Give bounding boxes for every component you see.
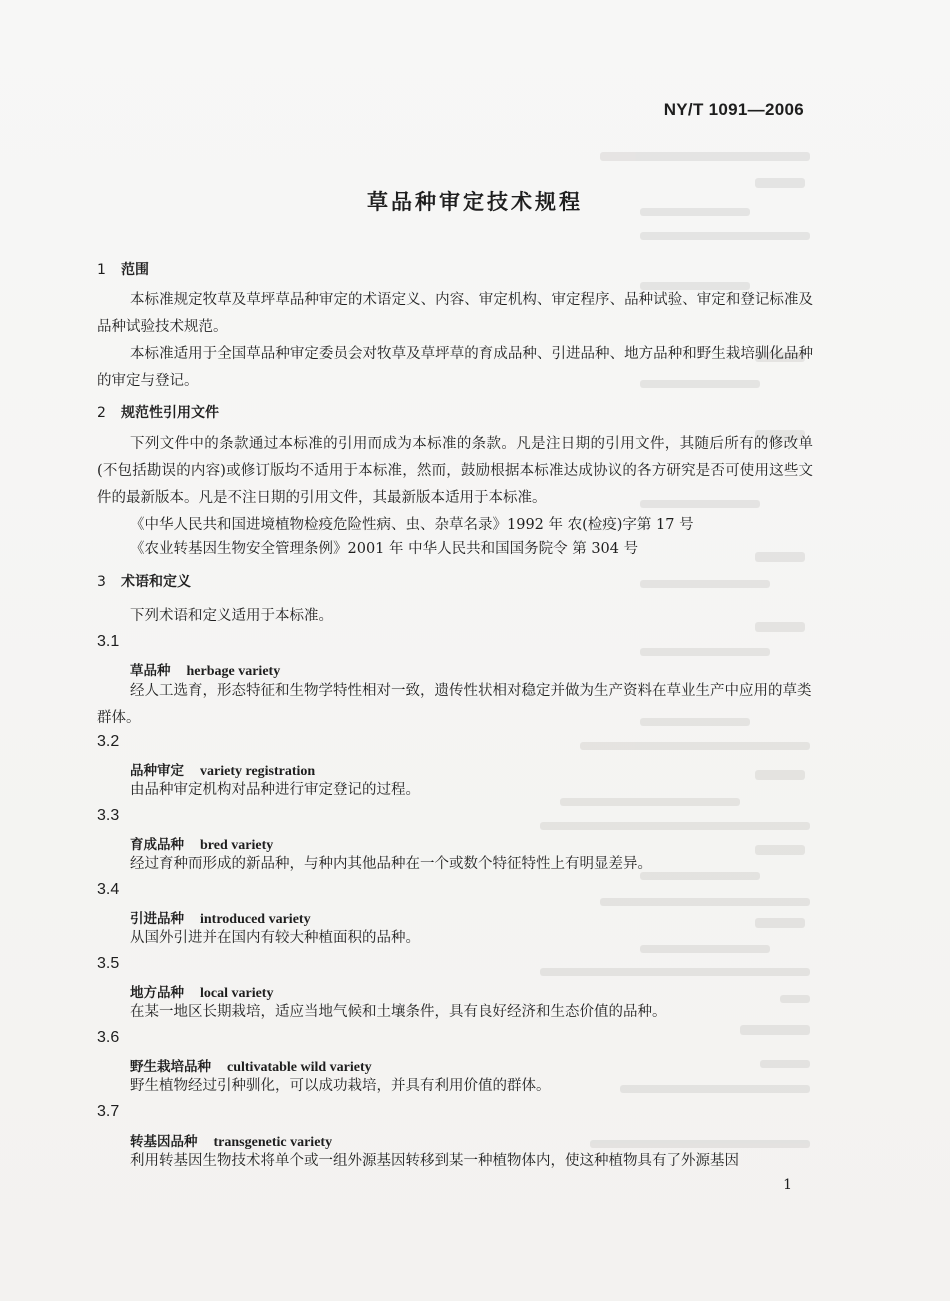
term-number: 3.6 xyxy=(97,1029,120,1046)
term-number: 3.3 xyxy=(97,807,120,824)
term-number: 3.4 xyxy=(97,881,120,898)
section-2-heading xyxy=(97,402,219,422)
reference-1: 《中华人民共和国进境植物检疫危险性病、虫、杂草名录》1992 年 农(检疫)字第 17 号 xyxy=(130,517,694,533)
section-title: 术语和定义 xyxy=(121,574,191,590)
term-zh: 转基因品种 xyxy=(130,1134,198,1150)
term-number: 3.5 xyxy=(97,955,120,972)
section-1-paragraph-1: 本标准规定牧草及草坪草品种审定的术语定义、内容、审定机构、审定程序、品种试验、审定和登记标准及品种试验技术规范。 xyxy=(97,292,813,335)
term-en: variety registration xyxy=(200,764,316,779)
term-number: 3.2 xyxy=(97,733,120,750)
term-zh: 品种审定 xyxy=(130,763,184,779)
section-number: 3 xyxy=(97,574,106,590)
section-3-intro: 下列术语和定义适用于本标准。 xyxy=(130,608,333,624)
term-definition: 经人工选育，形态特征和生物学特性相对一致，遗传性状相对稳定并做为生产资料在草业生产中应用的草类群体。 xyxy=(97,683,812,726)
term-zh: 野生栽培品种 xyxy=(130,1059,211,1075)
term-en: local variety xyxy=(200,986,274,1001)
document-title: 草品种审定技术规程 xyxy=(367,190,583,214)
term-zh: 草品种 xyxy=(130,663,171,679)
term-zh: 地方品种 xyxy=(130,985,184,1001)
term-definition: 利用转基因生物技术将单个或一组外源基因转移到某一种植物体内，使这种植物具有了外源基因 xyxy=(130,1153,739,1169)
term-name xyxy=(130,659,280,680)
section-title: 范围 xyxy=(121,262,149,278)
section-number: 2 xyxy=(97,405,106,421)
term-number: 3.7 xyxy=(97,1103,120,1120)
term-definition: 野生植物经过引种驯化，可以成功栽培，并具有利用价值的群体。 xyxy=(130,1078,551,1094)
term-zh: 育成品种 xyxy=(130,837,184,853)
page-number: 1 xyxy=(783,1177,792,1193)
term-en: cultivatable wild variety xyxy=(227,1060,372,1075)
section-1-paragraph-2: 本标准适用于全国草品种审定委员会对牧草及草坪草的育成品种、引进品种、地方品种和野生栽培驯化品种的审定与登记。 xyxy=(97,346,813,389)
section-1-heading xyxy=(97,259,149,279)
standard-code: NY/T 1091—2006 xyxy=(663,100,804,119)
term-number: 3.1 xyxy=(97,633,120,650)
section-2-paragraph: 下列文件中的条款通过本标准的引用而成为本标准的条款。凡是注日期的引用文件，其随后所有的修改单(不包括勘误的内容)或修订版均不适用于本标准，然而，鼓励根据本标准达成协议的各方研究是否可使用这些文件的最新版本。凡是不注日期的引用文件，其最新版本适用于本标准。 xyxy=(97,436,813,506)
term-definition: 在某一地区长期栽培，适应当地气候和土壤条件，具有良好经济和生态价值的品种。 xyxy=(130,1004,667,1020)
term-en: bred variety xyxy=(200,838,274,853)
term-en: introduced variety xyxy=(200,912,311,927)
term-en: transgenetic variety xyxy=(213,1135,333,1150)
term-zh: 引进品种 xyxy=(130,911,184,927)
term-definition: 经过育种而形成的新品种，与种内其他品种在一个或数个特征特性上有明显差异。 xyxy=(130,856,652,872)
section-number: 1 xyxy=(97,262,106,278)
term-definition: 从国外引进并在国内有较大种植面积的品种。 xyxy=(130,930,420,946)
section-title: 规范性引用文件 xyxy=(121,405,219,421)
term-en: herbage variety xyxy=(186,664,281,679)
section-3-heading xyxy=(97,571,191,591)
reference-2: 《农业转基因生物安全管理条例》2001 年 中华人民共和国国务院令 第 304 号 xyxy=(130,541,639,557)
term-definition: 由品种审定机构对品种进行审定登记的过程。 xyxy=(130,782,420,798)
